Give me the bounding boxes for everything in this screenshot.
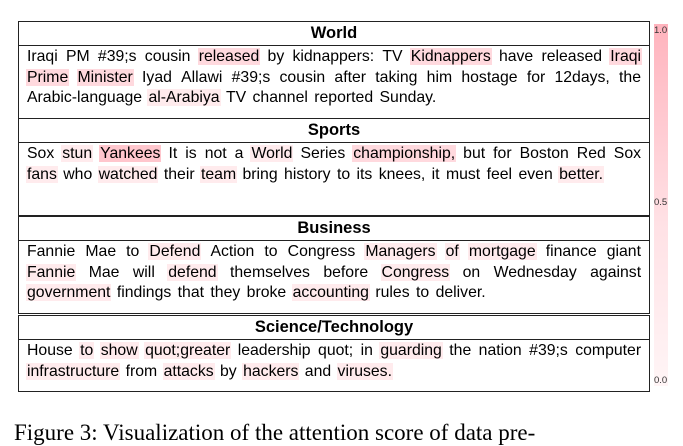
word-token: Yankees — [100, 145, 161, 162]
word-token: not — [204, 145, 227, 162]
word-token: #39;s — [529, 342, 568, 359]
panel-business — [18, 216, 650, 314]
word-token: released — [541, 48, 603, 65]
word-token: defend — [168, 263, 217, 281]
word-token: themselves — [230, 263, 310, 281]
word-token: they — [210, 284, 241, 301]
word-token: Minister — [77, 68, 133, 86]
word-token: Fannie — [27, 243, 76, 260]
colorbar-bottom-label: 0.0 — [654, 375, 668, 386]
word-token: Mae — [88, 263, 120, 281]
word-token: by — [267, 48, 285, 65]
panel-text — [19, 143, 649, 185]
word-token: after — [334, 68, 367, 86]
word-token: championship, — [353, 145, 456, 162]
word-token: mortgage — [468, 243, 536, 260]
word-token: World — [251, 145, 293, 162]
colorbar-mid-label: 0.5 — [654, 197, 668, 208]
word-token: Prime — [27, 68, 69, 86]
word-token: TV — [382, 48, 403, 65]
word-token: Fannie — [27, 263, 76, 281]
panel-title: Sports — [19, 119, 649, 143]
word-token: Wednesday — [493, 263, 577, 281]
word-token: Boston — [519, 145, 569, 162]
word-token: Mae — [85, 243, 117, 260]
word-token: history — [284, 165, 331, 183]
word-token: it — [431, 165, 440, 183]
word-token: that — [177, 284, 205, 301]
word-token: It — [168, 145, 178, 162]
word-token: against — [590, 263, 642, 281]
word-token: by — [220, 362, 237, 380]
word-token: broke — [246, 284, 287, 301]
figure-caption: Figure 3: Visualization of the attention score of data pre- — [14, 420, 536, 445]
word-token: and — [304, 362, 332, 380]
word-token: must — [445, 165, 481, 183]
word-token: Iraqi — [610, 48, 642, 65]
word-token: have — [498, 48, 534, 65]
word-token: Managers — [365, 243, 436, 260]
panel-title: Business — [19, 217, 649, 241]
word-token: nation — [478, 342, 522, 359]
panel-title: Science/Technology — [19, 316, 649, 340]
word-token: Sox — [613, 145, 642, 162]
word-token: to — [336, 165, 351, 183]
word-token: Action — [210, 243, 255, 260]
word-token: #39;s — [97, 48, 137, 65]
word-token: better. — [559, 165, 604, 183]
word-token: but — [463, 145, 486, 162]
word-token: show — [100, 342, 138, 359]
word-token: to — [80, 342, 94, 359]
word-token: him — [426, 68, 453, 86]
word-token: TV — [225, 89, 247, 106]
word-token: taking — [375, 68, 418, 86]
word-token: their — [163, 165, 195, 183]
word-token: guarding — [380, 342, 442, 359]
word-token: hostage — [461, 68, 518, 86]
word-token: quot; — [318, 342, 354, 359]
colorbar-top-label: 1.0 — [654, 25, 668, 36]
panel-world — [18, 21, 650, 119]
word-token: to — [126, 243, 140, 260]
word-token: Series — [300, 145, 346, 162]
word-token: Sunday. — [379, 89, 437, 106]
word-token: 12days, — [554, 68, 610, 86]
word-token: Red — [576, 145, 606, 162]
word-token: leadership — [237, 342, 311, 359]
word-token: deliver. — [435, 284, 486, 301]
word-token: infrastructure — [27, 362, 120, 380]
word-token: #39;s — [231, 68, 271, 86]
word-token: Defend — [149, 243, 201, 260]
word-token: Congress — [287, 243, 356, 260]
word-token: who — [63, 165, 93, 183]
word-token: rules — [375, 284, 410, 301]
word-token: Iyad — [142, 68, 172, 86]
word-token: from — [125, 362, 158, 380]
word-token: for — [493, 145, 512, 162]
word-token: fans — [27, 165, 57, 183]
word-token: PM — [65, 48, 90, 65]
word-token: watched — [98, 165, 158, 183]
word-token: a — [234, 145, 244, 162]
word-token: will — [132, 263, 155, 281]
word-token: on — [462, 263, 481, 281]
panel-text — [19, 241, 649, 304]
word-token: government — [27, 284, 111, 301]
word-token: before — [323, 263, 369, 281]
word-token: its — [356, 165, 373, 183]
panel-title: World — [19, 22, 649, 46]
word-token: cousin — [279, 68, 326, 86]
word-token: for — [526, 68, 546, 86]
word-token: House — [27, 342, 73, 359]
word-token: stun — [62, 145, 93, 162]
word-token: to — [264, 243, 278, 260]
word-token: to — [416, 284, 430, 301]
word-token: attacks — [163, 362, 214, 380]
word-token: of — [445, 243, 459, 260]
word-token: Allawi — [181, 68, 223, 86]
word-token: accounting — [292, 284, 369, 301]
word-token: cousin — [144, 48, 191, 65]
panel-text — [19, 340, 649, 382]
word-token: is — [185, 145, 197, 162]
word-token: the — [619, 68, 642, 86]
word-token: hackers — [243, 362, 299, 380]
word-token: kidnappers: — [292, 48, 375, 65]
word-token: giant — [606, 243, 641, 260]
word-token: al-Arabiya — [148, 89, 220, 106]
word-token: finance — [545, 243, 597, 260]
word-token: knees, — [378, 165, 426, 183]
word-token: feel — [486, 165, 513, 183]
word-token: computer — [575, 342, 642, 359]
word-token: findings — [116, 284, 172, 301]
word-token: Arabic-language — [27, 89, 143, 106]
panel-sports — [18, 118, 650, 216]
word-token: quot;greater — [145, 342, 231, 359]
word-token: bring — [242, 165, 278, 183]
word-token: in — [360, 342, 373, 359]
word-token: Congress — [381, 263, 450, 281]
panel-science-technology — [18, 315, 650, 392]
word-token: the — [449, 342, 472, 359]
word-token: Sox — [27, 145, 55, 162]
word-token: channel — [252, 89, 308, 106]
panel-text — [19, 46, 649, 109]
word-token: reported — [314, 89, 374, 106]
word-token: even — [518, 165, 553, 183]
word-token: released — [198, 48, 260, 65]
word-token: Iraqi — [27, 48, 58, 65]
word-token: Kidnappers — [410, 48, 491, 65]
word-token: team — [200, 165, 237, 183]
word-token: viruses. — [337, 362, 392, 380]
